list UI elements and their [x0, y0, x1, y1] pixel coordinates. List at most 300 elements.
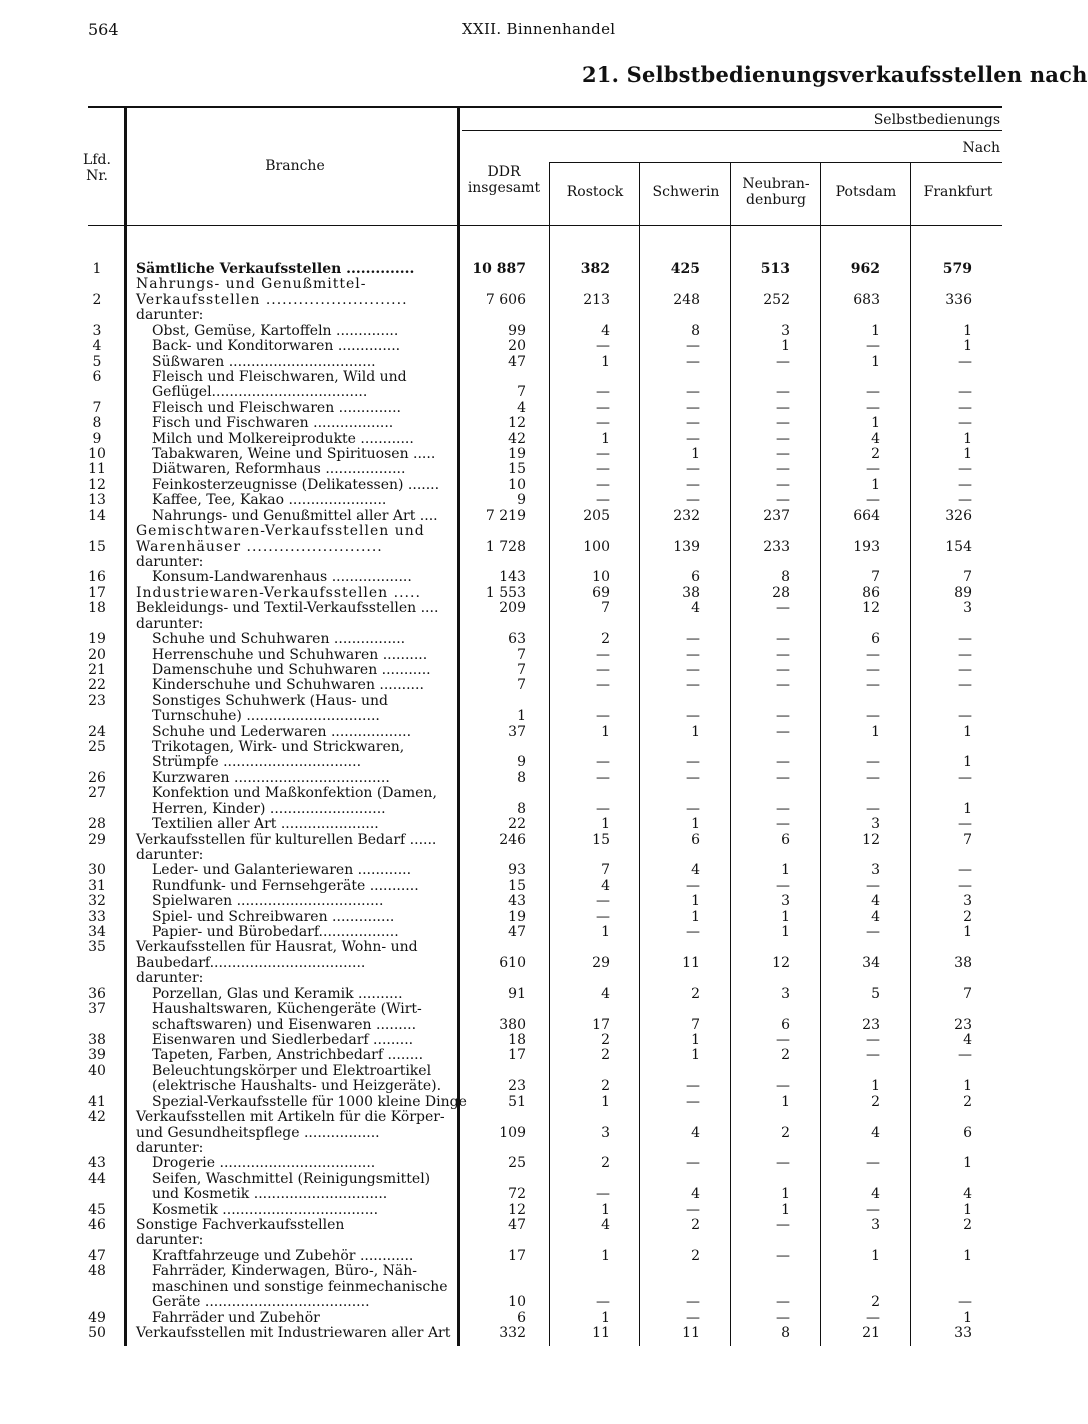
cell-frankfurt: —: [958, 477, 972, 493]
header-branche: Branche: [265, 158, 325, 174]
cell-potsdam: 1: [871, 724, 880, 740]
row-number: 17: [88, 585, 106, 601]
cell-ddr-insgesamt: 332: [499, 1325, 526, 1341]
row-number: 10: [88, 446, 106, 462]
cell-potsdam: 3: [871, 862, 880, 878]
cell-schwerin: —: [686, 708, 700, 724]
row-number: 44: [88, 1171, 106, 1187]
cell-schwerin: —: [686, 384, 700, 400]
row-branche-label: darunter:: [136, 307, 204, 323]
cell-rostock: 2: [601, 1155, 610, 1171]
cell-neubrandenburg: —: [776, 677, 790, 693]
row-branche-label: Tapeten, Farben, Anstrichbedarf ........: [152, 1047, 424, 1063]
cell-frankfurt: —: [958, 647, 972, 663]
cell-rostock: 4: [601, 878, 610, 894]
cell-ddr-insgesamt: 7: [517, 677, 526, 693]
row-branche-label: Strümpfe ...............................: [152, 754, 362, 770]
cell-potsdam: 4: [871, 893, 880, 909]
cell-rostock: —: [596, 770, 610, 786]
cell-frankfurt: —: [958, 415, 972, 431]
cell-frankfurt: 1: [963, 754, 972, 770]
cell-potsdam: 3: [871, 1217, 880, 1233]
cell-ddr-insgesamt: 380: [499, 1017, 526, 1033]
cell-potsdam: 1: [871, 1248, 880, 1264]
row-number: 27: [88, 785, 106, 801]
row-branche-label: Sämtliche Verkaufsstellen ..............: [136, 261, 415, 277]
cell-neubrandenburg: —: [776, 415, 790, 431]
cell-schwerin: —: [686, 461, 700, 477]
cell-ddr-insgesamt: 63: [508, 631, 526, 647]
cell-potsdam: —: [866, 1155, 880, 1171]
cell-schwerin: —: [686, 338, 700, 354]
cell-potsdam: —: [866, 878, 880, 894]
row-branche-label: Fleisch und Fleischwaren ..............: [152, 400, 401, 416]
cell-ddr-insgesamt: 25: [508, 1155, 526, 1171]
cell-rostock: 4: [601, 1217, 610, 1233]
row-number: 20: [88, 647, 106, 663]
cell-potsdam: 2: [871, 1294, 880, 1310]
cell-ddr-insgesamt: 22: [508, 816, 526, 832]
cell-rostock: —: [596, 677, 610, 693]
cell-rostock: 213: [583, 292, 610, 308]
cell-rostock: 29: [592, 955, 610, 971]
header-rule-2: [550, 162, 1002, 163]
cell-rostock: 100: [583, 539, 610, 555]
cell-frankfurt: 6: [963, 1125, 972, 1141]
cell-ddr-insgesamt: 9: [517, 754, 526, 770]
cell-potsdam: 4: [871, 909, 880, 925]
cell-ddr-insgesamt: 7 219: [485, 508, 526, 524]
cell-rostock: 205: [583, 508, 610, 524]
row-number: 39: [88, 1047, 106, 1063]
cell-rostock: 3: [601, 1125, 610, 1141]
cell-ddr-insgesamt: 99: [508, 323, 526, 339]
cell-ddr-insgesamt: 246: [499, 832, 526, 848]
cell-rostock: 4: [601, 323, 610, 339]
cell-potsdam: 6: [871, 631, 880, 647]
cell-rostock: 4: [601, 986, 610, 1002]
cell-neubrandenburg: 1: [781, 1094, 790, 1110]
cell-potsdam: 2: [871, 446, 880, 462]
cell-potsdam: 962: [850, 261, 880, 277]
header-selbstbedienung: Selbstbedienungs: [873, 112, 1000, 128]
row-number: 41: [88, 1094, 106, 1110]
row-number: 15: [88, 539, 106, 555]
cell-potsdam: —: [866, 754, 880, 770]
row-branche-label: Haushaltswaren, Küchengeräte (Wirt-: [152, 1001, 422, 1017]
cell-ddr-insgesamt: 10 887: [472, 261, 526, 277]
cell-neubrandenburg: 252: [763, 292, 790, 308]
row-number: 47: [88, 1248, 106, 1264]
cell-neubrandenburg: —: [776, 1248, 790, 1264]
row-branche-label: Spezial-Verkaufsstelle für 1000 kleine Dinge: [152, 1094, 467, 1110]
row-number: 36: [88, 986, 106, 1002]
row-number: 25: [88, 739, 106, 755]
cell-frankfurt: 7: [963, 569, 972, 585]
row-branche-label: Spiel- und Schreibwaren ..............: [152, 909, 395, 925]
cell-rostock: 11: [592, 1325, 610, 1341]
cell-rostock: —: [596, 446, 610, 462]
cell-ddr-insgesamt: 47: [508, 924, 526, 940]
cell-rostock: 2: [601, 631, 610, 647]
row-branche-label: (elektrische Haushalts- und Heizgeräte).: [152, 1078, 442, 1094]
row-number: 31: [88, 878, 106, 894]
header-district-rostock: Rostock: [566, 184, 624, 200]
cell-neubrandenburg: 8: [781, 569, 790, 585]
row-branche-label: Trikotagen, Wirk- und Strickwaren,: [152, 739, 405, 755]
cell-potsdam: 4: [871, 431, 880, 447]
row-number: 33: [88, 909, 106, 925]
cell-potsdam: 193: [853, 539, 880, 555]
cell-frankfurt: —: [958, 384, 972, 400]
cell-frankfurt: 1: [963, 323, 972, 339]
row-branche-label: Konfektion und Maßkonfektion (Damen,: [152, 785, 437, 801]
cell-ddr-insgesamt: 15: [508, 461, 526, 477]
cell-frankfurt: 579: [942, 261, 972, 277]
cell-rostock: —: [596, 461, 610, 477]
header-rule-1: [462, 130, 1002, 131]
cell-neubrandenburg: —: [776, 754, 790, 770]
cell-schwerin: —: [686, 431, 700, 447]
cell-frankfurt: 3: [963, 600, 972, 616]
cell-schwerin: —: [686, 801, 700, 817]
cell-neubrandenburg: 1: [781, 924, 790, 940]
cell-neubrandenburg: —: [776, 816, 790, 832]
row-branche-label: Schuhe und Schuhwaren ................: [152, 631, 406, 647]
cell-rostock: —: [596, 338, 610, 354]
row-number: 43: [88, 1155, 106, 1171]
cell-ddr-insgesamt: 17: [508, 1248, 526, 1264]
cell-potsdam: —: [866, 338, 880, 354]
cell-frankfurt: —: [958, 862, 972, 878]
cell-ddr-insgesamt: 18: [508, 1032, 526, 1048]
cell-ddr-insgesamt: 91: [508, 986, 526, 1002]
cell-schwerin: 4: [691, 1125, 700, 1141]
cell-potsdam: 12: [862, 832, 880, 848]
row-branche-label: Verkaufsstellen für Hausrat, Wohn- und: [136, 939, 418, 955]
row-branche-label: darunter:: [136, 616, 204, 632]
column-divider-ddr: [549, 162, 550, 1346]
row-number: 32: [88, 893, 106, 909]
cell-neubrandenburg: 233: [763, 539, 790, 555]
cell-neubrandenburg: —: [776, 461, 790, 477]
row-number: 12: [88, 477, 106, 493]
row-branche-label: Porzellan, Glas und Keramik ..........: [152, 986, 403, 1002]
cell-neubrandenburg: —: [776, 878, 790, 894]
cell-rostock: —: [596, 708, 610, 724]
cell-schwerin: 1: [691, 1047, 700, 1063]
cell-ddr-insgesamt: 9: [517, 492, 526, 508]
row-branche-label: Geflügel...................................: [152, 384, 368, 400]
row-branche-label: Bekleidungs- und Textil-Verkaufsstellen ....: [136, 600, 439, 616]
row-branche-label: Süßwaren .................................: [152, 354, 376, 370]
cell-frankfurt: —: [958, 708, 972, 724]
cell-frankfurt: —: [958, 631, 972, 647]
cell-potsdam: —: [866, 662, 880, 678]
row-branche-label: darunter:: [136, 847, 204, 863]
cell-frankfurt: 2: [963, 1217, 972, 1233]
cell-schwerin: 8: [691, 323, 700, 339]
cell-rostock: 1: [601, 724, 610, 740]
cell-potsdam: —: [866, 677, 880, 693]
row-number: 30: [88, 862, 106, 878]
cell-frankfurt: —: [958, 461, 972, 477]
cell-rostock: 2: [601, 1032, 610, 1048]
cell-rostock: 382: [580, 261, 610, 277]
cell-rostock: 1: [601, 816, 610, 832]
cell-frankfurt: —: [958, 492, 972, 508]
column-divider-potsdam: [910, 162, 911, 1346]
cell-ddr-insgesamt: 20: [508, 338, 526, 354]
row-branche-label: Nahrungs- und Genußmittel aller Art ....: [152, 508, 438, 524]
row-number: 2: [92, 292, 102, 308]
row-number: 16: [88, 569, 106, 585]
cell-ddr-insgesamt: 42: [508, 431, 526, 447]
row-branche-label: Fisch und Fischwaren ..................: [152, 415, 394, 431]
cell-neubrandenburg: 1: [781, 862, 790, 878]
cell-schwerin: 6: [691, 569, 700, 585]
cell-schwerin: —: [686, 1078, 700, 1094]
row-number: 5: [92, 354, 102, 370]
cell-schwerin: —: [686, 415, 700, 431]
row-branche-label: Fahrräder, Kinderwagen, Büro-, Näh-: [152, 1263, 417, 1279]
row-branche-label: Drogerie ...................................: [152, 1155, 376, 1171]
row-number: 26: [88, 770, 106, 786]
cell-neubrandenburg: 3: [781, 893, 790, 909]
cell-frankfurt: 1: [963, 338, 972, 354]
cell-schwerin: —: [686, 1202, 700, 1218]
cell-rostock: 1: [601, 924, 610, 940]
cell-potsdam: 1: [871, 1078, 880, 1094]
cell-ddr-insgesamt: 4: [517, 400, 526, 416]
table-top-rule: [88, 106, 1002, 108]
cell-potsdam: 34: [862, 955, 880, 971]
row-number: 46: [88, 1217, 106, 1233]
row-number: 8: [92, 415, 102, 431]
cell-rostock: 15: [592, 832, 610, 848]
row-branche-label: Herrenschuhe und Schuhwaren ..........: [152, 647, 428, 663]
cell-neubrandenburg: —: [776, 1310, 790, 1326]
cell-rostock: 7: [601, 600, 610, 616]
cell-ddr-insgesamt: 47: [508, 1217, 526, 1233]
row-number: 48: [88, 1263, 106, 1279]
cell-rostock: —: [596, 754, 610, 770]
row-branche-label: Kurzwaren ...................................: [152, 770, 390, 786]
cell-ddr-insgesamt: 209: [499, 600, 526, 616]
cell-rostock: —: [596, 893, 610, 909]
row-branche-label: Leder- und Galanteriewaren ............: [152, 862, 412, 878]
column-divider-nr: [124, 106, 127, 1346]
cell-schwerin: 425: [670, 261, 700, 277]
row-number: 1: [92, 261, 102, 277]
row-branche-label: Tabakwaren, Weine und Spirituosen .....: [152, 446, 436, 462]
row-branche-label: Verkaufsstellen mit Artikeln für die Körper-: [136, 1109, 445, 1125]
cell-neubrandenburg: —: [776, 384, 790, 400]
cell-neubrandenburg: —: [776, 400, 790, 416]
row-branche-label: Kinderschuhe und Schuhwaren ..........: [152, 677, 424, 693]
cell-ddr-insgesamt: 8: [517, 770, 526, 786]
header-district-neubrandenburg: Neubran- denburg: [742, 176, 810, 208]
cell-schwerin: —: [686, 878, 700, 894]
cell-neubrandenburg: 6: [781, 832, 790, 848]
cell-neubrandenburg: 1: [781, 1186, 790, 1202]
row-branche-label: Kosmetik ...................................: [152, 1202, 379, 1218]
cell-neubrandenburg: 3: [781, 986, 790, 1002]
row-branche-label: Diätwaren, Reformhaus ..................: [152, 461, 406, 477]
row-number: 37: [88, 1001, 106, 1017]
cell-schwerin: 6: [691, 832, 700, 848]
cell-frankfurt: —: [958, 816, 972, 832]
cell-schwerin: —: [686, 662, 700, 678]
header-district-frankfurt: Frankfurt: [923, 184, 993, 200]
cell-frankfurt: 2: [963, 1094, 972, 1110]
row-branche-label: Sonstige Fachverkaufsstellen: [136, 1217, 345, 1233]
cell-ddr-insgesamt: 610: [499, 955, 526, 971]
cell-frankfurt: 1: [963, 1155, 972, 1171]
cell-ddr-insgesamt: 1: [517, 708, 526, 724]
row-branche-label: Kaffee, Tee, Kakao ......................: [152, 492, 387, 508]
cell-frankfurt: —: [958, 662, 972, 678]
cell-schwerin: 4: [691, 1186, 700, 1202]
cell-schwerin: 2: [691, 1248, 700, 1264]
row-number: 6: [92, 369, 102, 385]
cell-potsdam: 2: [871, 1094, 880, 1110]
cell-frankfurt: 1: [963, 1248, 972, 1264]
row-branche-label: Industriewaren-Verkaufsstellen .....: [136, 585, 421, 601]
cell-frankfurt: —: [958, 878, 972, 894]
cell-rostock: —: [596, 1186, 610, 1202]
cell-rostock: 1: [601, 354, 610, 370]
cell-schwerin: —: [686, 1094, 700, 1110]
cell-ddr-insgesamt: 47: [508, 354, 526, 370]
row-branche-label: Textilien aller Art ......................: [152, 816, 379, 832]
cell-schwerin: —: [686, 492, 700, 508]
column-divider-schwerin: [730, 162, 731, 1346]
row-number: 40: [88, 1063, 106, 1079]
cell-frankfurt: 1: [963, 446, 972, 462]
row-branche-label: Beleuchtungskörper und Elektroartikel: [152, 1063, 432, 1079]
cell-potsdam: 86: [862, 585, 880, 601]
cell-neubrandenburg: —: [776, 431, 790, 447]
row-branche-label: Rundfunk- und Fernsehgeräte ...........: [152, 878, 419, 894]
cell-ddr-insgesamt: 143: [499, 569, 526, 585]
header-bottom-rule: [88, 225, 1002, 226]
cell-schwerin: 2: [691, 986, 700, 1002]
row-branche-label: Konsum-Landwarenhaus ..................: [152, 569, 412, 585]
row-branche-label: Papier- und Bürobedarf..................: [152, 924, 399, 940]
row-branche-label: Gemischtwaren-Verkaufsstellen und: [136, 523, 425, 539]
header-ddr: DDR insgesamt: [467, 164, 541, 196]
row-number: 11: [88, 461, 106, 477]
header-lfd-nr: Lfd. Nr.: [83, 152, 111, 184]
cell-frankfurt: 1: [963, 431, 972, 447]
row-branche-label: Schuhe und Lederwaren ..................: [152, 724, 412, 740]
cell-neubrandenburg: —: [776, 1078, 790, 1094]
row-number: 35: [88, 939, 106, 955]
cell-potsdam: 1: [871, 354, 880, 370]
cell-frankfurt: 154: [945, 539, 972, 555]
cell-frankfurt: 1: [963, 724, 972, 740]
cell-potsdam: —: [866, 1047, 880, 1063]
cell-frankfurt: 4: [963, 1186, 972, 1202]
table-title: 21. Selbstbedienungsverkaufsstellen nach: [582, 62, 1088, 87]
cell-rostock: 1: [601, 1202, 610, 1218]
cell-frankfurt: —: [958, 354, 972, 370]
row-branche-label: Turnschuhe) ..............................: [152, 708, 380, 724]
cell-ddr-insgesamt: 6: [517, 1310, 526, 1326]
cell-ddr-insgesamt: 17: [508, 1047, 526, 1063]
cell-potsdam: 4: [871, 1125, 880, 1141]
cell-potsdam: 12: [862, 600, 880, 616]
cell-ddr-insgesamt: 12: [508, 415, 526, 431]
cell-neubrandenburg: —: [776, 446, 790, 462]
row-number: 42: [88, 1109, 106, 1125]
cell-ddr-insgesamt: 15: [508, 878, 526, 894]
cell-potsdam: 1: [871, 415, 880, 431]
cell-neubrandenburg: —: [776, 631, 790, 647]
row-branche-label: darunter:: [136, 1232, 204, 1248]
cell-neubrandenburg: 1: [781, 909, 790, 925]
cell-potsdam: —: [866, 801, 880, 817]
cell-rostock: 7: [601, 862, 610, 878]
cell-rostock: —: [596, 477, 610, 493]
cell-frankfurt: 3: [963, 893, 972, 909]
row-branche-label: Spielwaren .................................: [152, 893, 384, 909]
cell-ddr-insgesamt: 93: [508, 862, 526, 878]
cell-neubrandenburg: —: [776, 600, 790, 616]
cell-potsdam: —: [866, 461, 880, 477]
row-branche-label: Feinkosterzeugnisse (Delikatessen) .......: [152, 477, 440, 493]
cell-schwerin: 11: [682, 955, 700, 971]
cell-frankfurt: 89: [954, 585, 972, 601]
cell-frankfurt: 336: [945, 292, 972, 308]
cell-rostock: —: [596, 400, 610, 416]
section-header: XXII. Binnenhandel: [462, 20, 616, 38]
cell-schwerin: —: [686, 770, 700, 786]
cell-neubrandenburg: —: [776, 770, 790, 786]
row-branche-label: und Kosmetik ..............................: [152, 1186, 388, 1202]
cell-neubrandenburg: —: [776, 492, 790, 508]
row-branche-label: Fahrräder und Zubehör: [152, 1310, 320, 1326]
cell-potsdam: —: [866, 1202, 880, 1218]
row-branche-label: Sonstiges Schuhwerk (Haus- und: [152, 693, 388, 709]
row-branche-label: Nahrungs- und Genußmittel-: [136, 276, 367, 292]
row-branche-label: Herren, Kinder) ..........................: [152, 801, 386, 817]
cell-neubrandenburg: 28: [772, 585, 790, 601]
row-number: 34: [88, 924, 106, 940]
row-number: 21: [88, 662, 106, 678]
cell-schwerin: —: [686, 631, 700, 647]
cell-neubrandenburg: —: [776, 1032, 790, 1048]
row-branche-label: Fleisch und Fleischwaren, Wild und: [152, 369, 407, 385]
cell-potsdam: 23: [862, 1017, 880, 1033]
cell-schwerin: —: [686, 677, 700, 693]
cell-schwerin: 11: [682, 1325, 700, 1341]
cell-schwerin: 1: [691, 1032, 700, 1048]
cell-frankfurt: 1: [963, 1078, 972, 1094]
row-number: 7: [92, 400, 102, 416]
cell-rostock: 1: [601, 431, 610, 447]
header-nach: Nach: [962, 140, 1000, 156]
cell-neubrandenburg: —: [776, 662, 790, 678]
cell-potsdam: 4: [871, 1186, 880, 1202]
cell-rostock: 1: [601, 1094, 610, 1110]
cell-rostock: —: [596, 909, 610, 925]
cell-neubrandenburg: 12: [772, 955, 790, 971]
cell-ddr-insgesamt: 37: [508, 724, 526, 740]
row-branche-label: und Gesundheitspflege .................: [136, 1125, 380, 1141]
row-number: 18: [88, 600, 106, 616]
